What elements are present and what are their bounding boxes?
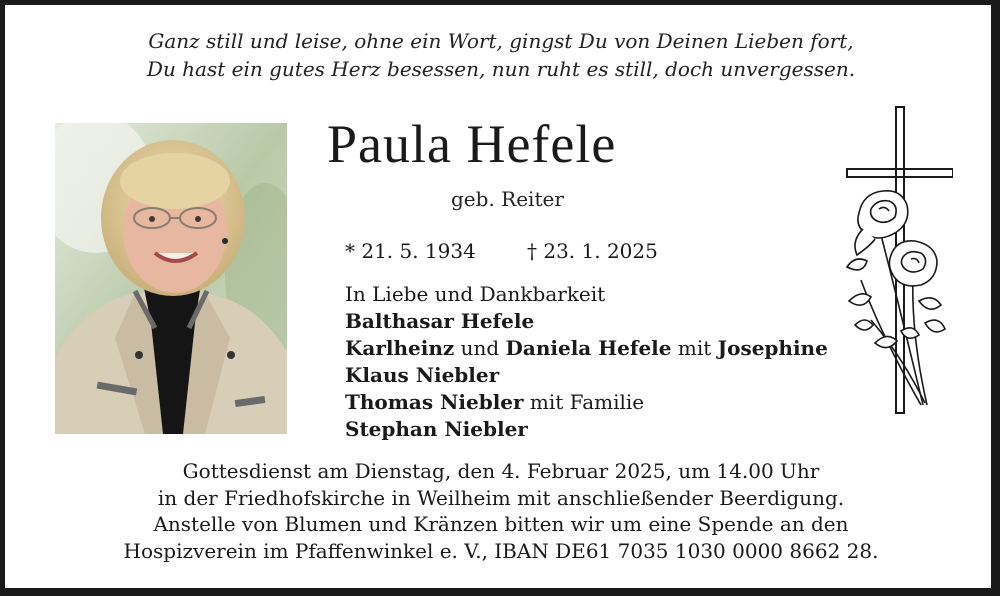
obituary-card [5,5,991,588]
mourner-line [345,308,828,335]
mourner-line [345,362,828,389]
mourner-name: Balthasar Hefele [345,309,535,333]
service-line-4: Hospizverein im Pfaffenwinkel e. V., IBAN DE61 7035 1030 0000 8662 28. [123,538,879,563]
mourner-line [345,389,828,416]
service-line-3: Anstelle von Blumen und Kränzen bitten wir um eine Spende an den [153,512,849,536]
cross-with-roses-icon [841,105,953,417]
verse-line-1: Ganz still und leise, ohne ein Wort, gingst Du von Deinen Lieben fort, [148,29,854,53]
service-line-2: in der Friedhofskirche in Weilheim mit anschließender Beerdigung. [157,485,845,510]
service-details [5,458,997,564]
mourners-intro: In Liebe und Dankbarkeit [345,282,606,306]
mourner-name: Klaus Niebler [345,363,500,387]
mourners-list [345,281,828,443]
mourner-name: Josephine [717,336,828,360]
mourner-name: Daniela Hefele [505,336,672,360]
portrait-photo [55,123,287,434]
service-line-1: Gottesdienst am Dienstag, den 4. Februar 2025, um 14.00 Uhr [182,459,820,483]
memorial-verse [5,27,997,83]
deceased-name: Paula Hefele [327,114,617,174]
mourner-name: Karlheinz [345,336,455,360]
birth-date: * 21. 5. 1934 [345,239,476,263]
mourner-line [345,416,828,443]
mourner-connector: und [460,336,500,360]
death-date: † 23. 1. 2025 [527,239,658,263]
mourner-connector: mit [677,336,712,360]
verse-line-2: Du hast ein gutes Herz besessen, nun ruht es still, doch unvergessen. [146,57,856,81]
mourner-name: Thomas Niebler [345,390,524,414]
mourner-line [345,335,828,362]
maiden-name: geb. Reiter [451,187,564,211]
mourner-suffix: mit Familie [529,390,645,414]
mourner-name: Stephan Niebler [345,417,528,441]
